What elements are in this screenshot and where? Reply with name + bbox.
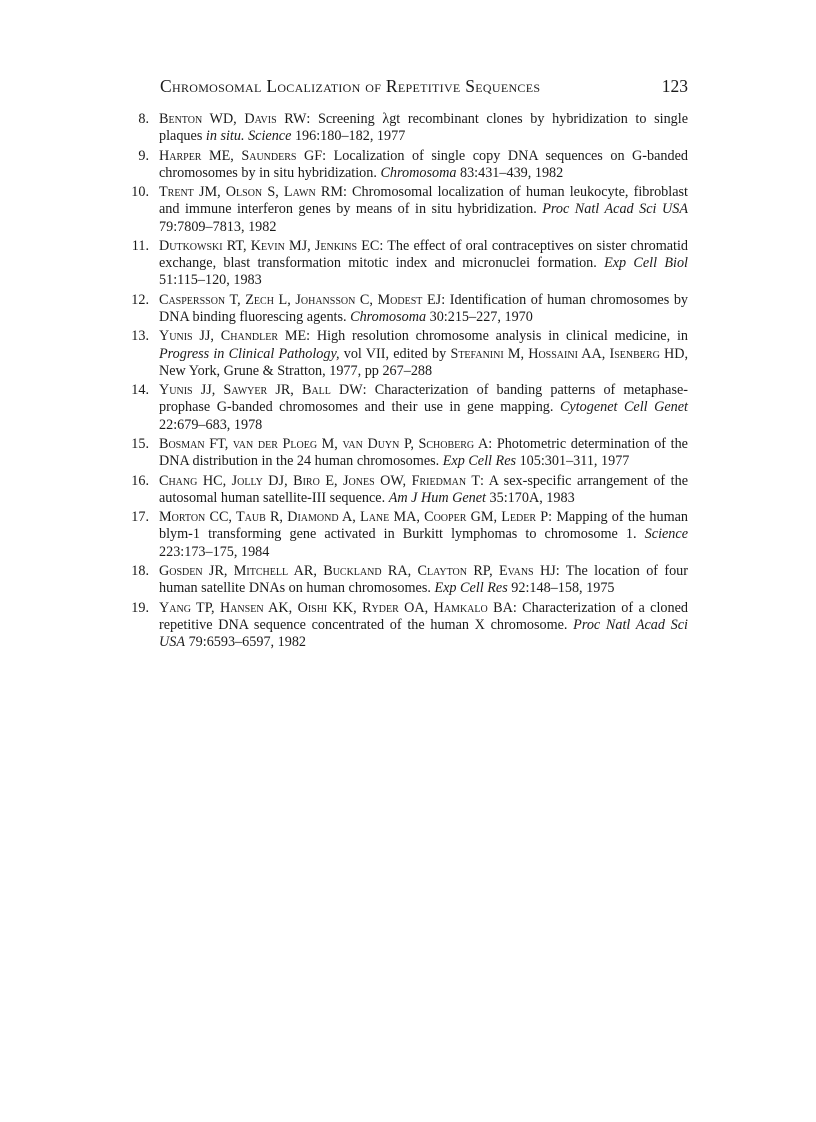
reference-citation: 92:148–158, 1975: [507, 580, 615, 597]
reference-item: [128, 509, 688, 561]
reference-title: : Identification of human chromosomes by DNA binding fluorescing agents.: [159, 291, 689, 325]
reference-item: [128, 436, 688, 470]
reference-item: [128, 328, 688, 380]
reference-title: : Screening λgt recombinant clones by hybridization to single plaques: [159, 111, 688, 145]
reference-authors: Yunis JJ, Sawyer JR, Ball DW: [159, 382, 363, 399]
reference-text: [159, 238, 688, 290]
reference-title: : Characterization of banding patterns of metaphase-prophase G-banded chromosomes and their use in gene mapping.: [159, 382, 688, 416]
running-head: Chromosomal Localization of Repetitive Sequences: [160, 76, 541, 96]
reference-authors: Trent JM, Olson S, Lawn RM: [159, 184, 343, 201]
reference-number: 12.: [131, 291, 149, 308]
reference-text: [159, 436, 688, 470]
reference-journal: Exp Cell Res: [442, 453, 517, 470]
reference-item: [128, 184, 688, 236]
reference-number: 18.: [131, 562, 149, 579]
reference-number: 19.: [131, 599, 149, 616]
reference-title: : Chromosomal localization of human leukocyte, fibroblast and immune interferon genes by means of in situ hybridization.: [159, 184, 688, 218]
reference-citation: vol VII, edited by: [339, 345, 451, 362]
reference-item: [128, 148, 688, 182]
reference-journal: Proc Natl Acad Sci USA: [542, 201, 688, 218]
reference-publisher: , New York, Grune & Stratton, 1977, pp 267–288: [159, 345, 689, 379]
reference-item: [128, 600, 688, 652]
reference-citation: 79:7809–7813, 1982: [159, 218, 277, 235]
reference-title: : Photometric determination of the DNA distribution in the 24 human chromosomes.: [159, 435, 688, 470]
reference-authors: Yunis JJ, Chandler ME: [159, 328, 307, 345]
reference-citation: 196:180–182, 1977: [291, 128, 406, 145]
reference-citation: 83:431–439, 1982: [456, 164, 564, 181]
reference-number: 9.: [138, 147, 149, 164]
reference-number: 10.: [131, 184, 149, 201]
reference-authors: Gosden JR, Mitchell AR, Buckland RA, Clayton RP, Evans HJ: [159, 562, 556, 579]
reference-title: : Characterization of a cloned repetitive DNA sequence concentrated of the human X chromosome.: [159, 599, 689, 633]
reference-text: [159, 600, 688, 652]
reference-item: [128, 238, 688, 290]
reference-title: : The effect of oral contraceptives on sister chromatid exchange, blast transformation mitotic index and micronuclei formation.: [159, 237, 689, 272]
reference-journal: Cytogenet Cell Genet: [559, 399, 688, 416]
reference-journal: Exp Cell Biol: [604, 255, 688, 272]
reference-citation: 79:6593–6597, 1982: [185, 633, 307, 650]
reference-text: [159, 292, 688, 326]
reference-number: 14.: [131, 382, 149, 399]
reference-citation: 105:301–311, 1977: [516, 453, 630, 470]
reference-title: : The location of four human satellite DNAs on human chromosomes.: [159, 562, 688, 597]
reference-number: 17.: [131, 509, 149, 526]
reference-text: [159, 328, 688, 380]
reference-editors: Stefanini M, Hossaini AA, Isenberg HD: [450, 345, 685, 362]
reference-authors: Yang TP, Hansen AK, Oishi KK, Ryder OA, Hamkalo BA: [159, 599, 513, 616]
reference-citation: 22:679–683, 1978: [159, 416, 263, 433]
reference-journal: Am J Hum Genet: [388, 489, 486, 506]
reference-item: [128, 111, 688, 145]
reference-number: 8.: [138, 111, 149, 127]
reference-citation: 30:215–227, 1970: [426, 308, 533, 325]
reference-title: : High resolution chromosome analysis in clinical medicine, in: [306, 328, 688, 345]
reference-journal: Science: [644, 526, 688, 543]
reference-citation: 223:173–175, 1984: [159, 543, 270, 560]
reference-title: : A sex-specific arrangement of the autosomal human satellite-III sequence.: [159, 472, 688, 506]
reference-number: 15.: [131, 435, 149, 452]
reference-journal: in situ. Science: [205, 128, 292, 145]
reference-journal: Exp Cell Res: [434, 580, 508, 597]
reference-authors: Caspersson T, Zech L, Johansson C, Modest EJ: [159, 291, 442, 308]
reference-number: 13.: [131, 328, 149, 345]
reference-text: [159, 473, 688, 507]
reference-text: [159, 148, 688, 182]
reference-book-title: Progress in Clinical Pathology,: [159, 345, 340, 362]
reference-text: [159, 111, 688, 145]
reference-text: [159, 382, 688, 434]
reference-item: [128, 563, 688, 597]
reference-text: [159, 184, 688, 236]
reference-journal: Chromosoma: [350, 308, 427, 325]
reference-authors: Chang HC, Jolly DJ, Biro E, Jones OW, Friedman T: [159, 472, 481, 489]
reference-authors: Dutkowski RT, Kevin MJ, Jenkins EC: [159, 237, 380, 254]
reference-item: [128, 382, 688, 434]
page-header: [160, 76, 688, 100]
reference-authors: Bosman FT, van der Ploeg M, van Duyn P, Schoberg A: [159, 435, 489, 452]
reference-title: : Mapping of the human blym-1 transforming gene activated in Burkitt lymphomas to chromosome 1.: [159, 509, 689, 543]
reference-citation: 35:170A, 1983: [486, 489, 575, 506]
reference-item: [128, 473, 688, 507]
reference-authors: Harper ME, Saunders GF: [159, 147, 323, 164]
reference-authors: Morton CC, Taub R, Diamond A, Lane MA, Cooper GM, Leder P: [159, 509, 549, 526]
reference-title: : Localization of single copy DNA sequences on G-banded chromosomes by in situ hybridization.: [159, 147, 688, 181]
reference-number: 11.: [131, 237, 149, 254]
reference-text: [159, 563, 688, 597]
reference-list: [128, 111, 688, 653]
reference-citation: 51:115–120, 1983: [159, 272, 262, 289]
reference-text: [159, 509, 688, 561]
page-number: 123: [661, 76, 688, 96]
reference-number: 16.: [131, 472, 149, 489]
reference-authors: Benton WD, Davis RW: [159, 111, 307, 127]
reference-item: [128, 292, 688, 326]
reference-journal: Chromosoma: [380, 164, 457, 181]
reference-journal: Proc Natl Acad Sci USA: [159, 616, 689, 650]
